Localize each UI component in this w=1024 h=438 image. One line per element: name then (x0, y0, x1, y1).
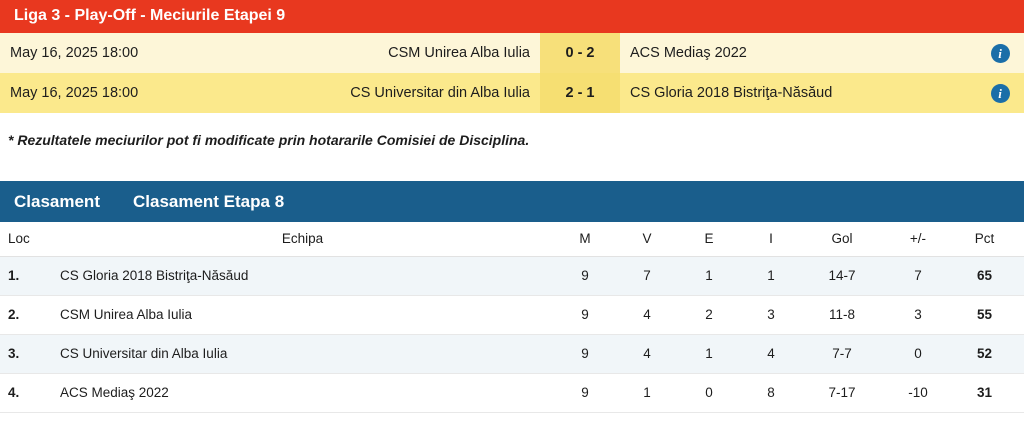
standings-losses: 3 (740, 295, 802, 334)
standings-played: 9 (554, 256, 616, 295)
standings-points: 65 (954, 256, 1024, 295)
matches-table (0, 33, 1024, 113)
standings-wins: 1 (616, 373, 678, 412)
standings-team: CS Universitar din Alba Iulia (52, 334, 554, 373)
standings-wins: 7 (616, 256, 678, 295)
standings-rank: 4. (0, 373, 52, 412)
match-score: 0 - 2 (540, 33, 620, 73)
table-row[interactable] (0, 295, 1024, 334)
standings-header-row (0, 222, 1024, 256)
standings-wins: 4 (616, 295, 678, 334)
standings-played: 9 (554, 373, 616, 412)
standings-draws: 1 (678, 334, 740, 373)
standings-draws: 2 (678, 295, 740, 334)
column-header-i: I (740, 222, 802, 256)
standings-header (0, 181, 1024, 222)
standings-team: CS Gloria 2018 Bistriţa-Năsăud (52, 256, 554, 295)
match-home-team: CSM Unirea Alba Iulia (175, 33, 540, 73)
standings-losses: 4 (740, 334, 802, 373)
standings-played: 9 (554, 295, 616, 334)
standings-wins: 4 (616, 334, 678, 373)
column-header-gol: Gol (802, 222, 882, 256)
standings-goal-diff: 7 (882, 256, 954, 295)
info-icon[interactable]: i (991, 44, 1010, 63)
standings-points: 31 (954, 373, 1024, 412)
match-home-team: CS Universitar din Alba Iulia (175, 73, 540, 113)
match-info-cell (976, 33, 1024, 73)
match-date: May 16, 2025 18:00 (0, 73, 175, 113)
standings-draws: 0 (678, 373, 740, 412)
info-icon[interactable]: i (991, 84, 1010, 103)
standings-goals: 7-7 (802, 334, 882, 373)
standings-team: CSM Unirea Alba Iulia (52, 295, 554, 334)
standings-goals: 11-8 (802, 295, 882, 334)
match-away-team: CS Gloria 2018 Bistriţa-Năsăud (620, 73, 976, 113)
standings-table (0, 222, 1024, 413)
standings-rank: 1. (0, 256, 52, 295)
standings-goal-diff: 3 (882, 295, 954, 334)
tab-clasament[interactable]: Clasament (14, 191, 100, 211)
standings-draws: 1 (678, 256, 740, 295)
standings-goal-diff: 0 (882, 334, 954, 373)
standings-points: 55 (954, 295, 1024, 334)
standings-goals: 7-17 (802, 373, 882, 412)
standings-losses: 8 (740, 373, 802, 412)
table-row[interactable] (0, 73, 1024, 113)
standings-rank: 3. (0, 334, 52, 373)
standings-losses: 1 (740, 256, 802, 295)
standings-goals: 14-7 (802, 256, 882, 295)
table-row[interactable] (0, 33, 1024, 73)
match-away-team: ACS Mediaş 2022 (620, 33, 976, 73)
table-row[interactable] (0, 334, 1024, 373)
disclaimer-note: * Rezultatele meciurilor pot fi modificate prin hotararile Comisiei de Disciplina. (8, 132, 530, 148)
column-header-e: E (678, 222, 740, 256)
column-header-loc: Loc (0, 222, 52, 256)
standings-rank: 2. (0, 295, 52, 334)
column-header-v: V (616, 222, 678, 256)
tab-clasament-etapa[interactable]: Clasament Etapa 8 (132, 191, 285, 211)
match-date: May 16, 2025 18:00 (0, 33, 175, 73)
match-score: 2 - 1 (540, 73, 620, 113)
table-row[interactable] (0, 256, 1024, 295)
table-row[interactable] (0, 373, 1024, 412)
column-header-m: M (554, 222, 616, 256)
matches-header-title: Liga 3 - Play-Off - Meciurile Etapei 9 (0, 0, 1024, 33)
standings-goal-diff: -10 (882, 373, 954, 412)
match-info-cell (976, 73, 1024, 113)
standings-played: 9 (554, 334, 616, 373)
standings-points: 52 (954, 334, 1024, 373)
column-header-diff: +/- (882, 222, 954, 256)
column-header-pct: Pct (954, 222, 1024, 256)
column-header-team: Echipa (52, 222, 554, 256)
standings-team: ACS Mediaş 2022 (52, 373, 554, 412)
